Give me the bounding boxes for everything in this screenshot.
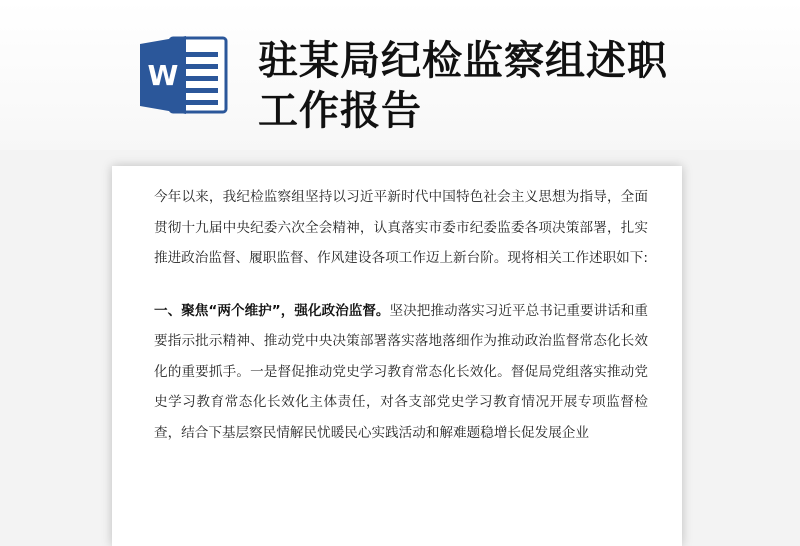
section-1-body: 坚决把推动落实习近平总书记重要讲话和重要指示批示精神、推动党中央决策部署落实落地落细作为推动政治监督常态化长效化的重要抓手。一是督促推动党史学习教育常态化长效化。督促局党组落实推动党史学习教育常态化长效化主体责任，对各支部党史学习教育情况开展专项监督检查，结合下基层察民情解民忧暖民心实践活动和解难题稳增长促发展企业 [154, 302, 648, 441]
intro-paragraph: 今年以来，我纪检监察组坚持以习近平新时代中国特色社会主义思想为指导，全面贯彻十九届中央纪委六次全会精神，认真落实市委市纪委监委各项决策部署，扎实推进政治监督、履职监督、作风建设各项工作迈上新台阶。现将相关工作述职如下: [154, 189, 648, 266]
section-1-paragraph [154, 296, 648, 449]
section-1-heading: 一、聚焦“两个维护”，强化政治监督。 [154, 302, 390, 319]
word-icon [140, 34, 230, 116]
word-logo-letter: W [147, 59, 179, 92]
document-page [112, 166, 682, 546]
page-title: 驻某局纪检监察组述职工作报告 [258, 38, 668, 134]
document-body [154, 182, 648, 448]
